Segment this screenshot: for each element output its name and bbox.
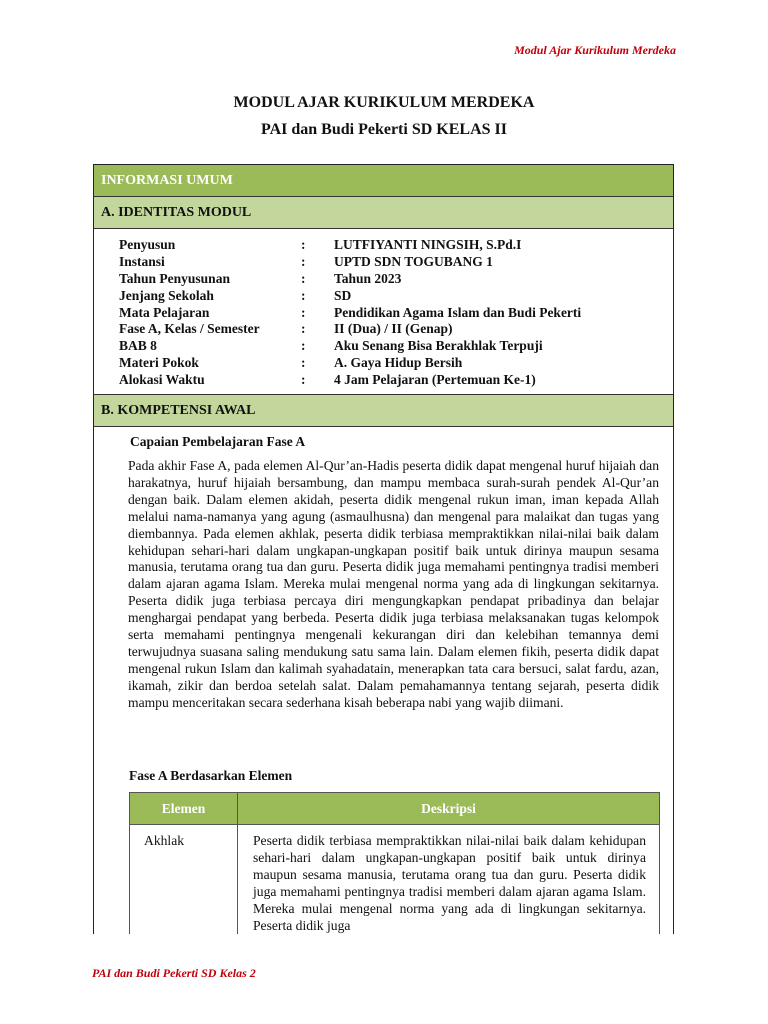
identitas-label: Jenjang Sekolah — [119, 287, 214, 303]
identitas-modul-header: A. IDENTITAS MODUL — [94, 197, 673, 229]
identitas-label: Penyusun — [119, 237, 176, 252]
module-frame — [93, 164, 674, 934]
identitas-label: Alokasi Waktu — [119, 372, 205, 388]
identitas-row — [119, 305, 669, 322]
capaian-paragraph: Pada akhir Fase A, pada elemen Al-Qur’an-Hadis peserta didik dapat mengenal huruf hijaiah dan harakatnya, huruf hijaiah bersambung, dan mampu membaca surah-surah pendek Al-Qur’an dengan baik. Dalam elemen akidah, peserta didik mengenal rukun iman, iman kepada Allah melalui nama-namanya yang agung (asmaulhusna) dan mengenal para malaikat dan tugas yang diembannya. Pada elemen akhlak, peserta didik terbiasa mempraktikkan nilai-nilai baik dalam kehidupan sehari-hari dalam ungkapan-ungkapan positif baik untuk dirinya maupun sesama manusia, terutama orang tua dan guru. Peserta didik juga memahami pentingnya tradisi memberi dalam ajaran agama Islam. Mereka mulai mengenal norma yang ada di lingkungan sekitarnya. Peserta didik juga terbiasa percaya diri mengungkapkan pendapat pribadinya dan belajar menghargai pendapat yang berbeda. Peserta didik juga terbiasa melaksanakan tugas kelompok serta memahami pentingnya mengenali kekurangan diri dan kelebihan temannya demi terwujudnya suasana saling mendukung satu sama lain. Dalam elemen fikih, peserta didik dapat mengenal rukun Islam dan kalimah syahadatain, menerapkan tata cara bersuci, salat fardu, azan, ikamah, zikir dan berdoa setelah salat. Dalam pemahamannya tentang sejarah, peserta didik mampu menceritakan secara sederhana kisah beberapa nabi yang wajib diimani. — [128, 458, 659, 710]
identitas-label: Fase A, Kelas / Semester — [119, 321, 260, 337]
identitas-colon: : — [301, 321, 306, 337]
identitas-label: Mata Pelajaran — [119, 304, 210, 320]
identitas-value: Pendidikan Agama Islam dan Budi Pekerti — [334, 304, 582, 320]
capaian-title: Capaian Pembelajaran Fase A — [130, 434, 306, 449]
identitas-value: 4 Jam Pelajaran (Pertemuan Ke-1) — [334, 372, 536, 388]
identitas-row — [119, 237, 669, 254]
identitas-colon: : — [301, 253, 306, 269]
identitas-value: UPTD SDN TOGUBANG 1 — [334, 253, 493, 269]
identitas-value: II (Dua) / II (Genap) — [334, 321, 453, 337]
identitas-value: LUTFIYANTI NINGSIH, S.Pd.I — [334, 237, 522, 252]
identitas-row — [119, 288, 669, 305]
col-elemen-header: Elemen — [130, 793, 238, 824]
identitas-row — [119, 254, 669, 271]
identitas-value: Aku Senang Bisa Berakhlak Terpuji — [334, 338, 543, 354]
identitas-row — [119, 321, 669, 338]
running-header: Modul Ajar Kurikulum Merdeka — [514, 43, 676, 57]
identitas-value: Tahun 2023 — [334, 270, 402, 286]
identitas-colon: : — [301, 287, 306, 303]
identitas-list — [119, 237, 669, 389]
elemen-cell: Akhlak — [144, 833, 185, 848]
identitas-colon: : — [301, 355, 306, 371]
elemen-table — [129, 792, 660, 934]
running-footer: PAI dan Budi Pekerti SD Kelas 2 — [92, 966, 256, 980]
identitas-value: SD — [334, 287, 352, 303]
identitas-colon: : — [301, 338, 306, 354]
identitas-label: Instansi — [119, 253, 165, 269]
identitas-value: A. Gaya Hidup Bersih — [334, 355, 463, 371]
column-divider — [237, 825, 238, 934]
deskripsi-cell: Peserta didik terbiasa mempraktikkan nilai-nilai baik dalam kehidupan sehari-hari dalam ungkapan-ungkapan positif baik untuk dirinya maupun sesama manusia, terutama orang tua dan guru. Peserta didik juga memahami pentingnya tradisi memberi dalam ajaran agama Islam. Mereka mulai mengenal norma yang ada di lingkungan sekitarnya. Peserta didik juga — [253, 833, 646, 933]
identitas-row — [119, 355, 669, 372]
elemen-table-header — [130, 793, 659, 825]
identitas-colon: : — [301, 304, 306, 320]
identitas-label: Materi Pokok — [119, 355, 199, 371]
identitas-row — [119, 372, 669, 389]
fase-elemen-title: Fase A Berdasarkan Elemen — [129, 768, 293, 783]
identitas-label: BAB 8 — [119, 338, 157, 354]
identitas-colon: : — [301, 237, 306, 252]
identitas-colon: : — [301, 270, 306, 286]
identitas-label: Tahun Penyusunan — [119, 270, 230, 286]
identitas-colon: : — [301, 372, 306, 388]
document-title: MODUL AJAR KURIKULUM MERDEKA — [233, 94, 535, 111]
kompetensi-awal-header: B. KOMPETENSI AWAL — [94, 394, 673, 427]
col-deskripsi-header: Deskripsi — [421, 800, 476, 816]
identitas-row — [119, 271, 669, 288]
document-subtitle: PAI dan Budi Pekerti SD KELAS II — [261, 121, 507, 138]
identitas-row — [119, 338, 669, 355]
informasi-umum-header: INFORMASI UMUM — [94, 165, 673, 197]
